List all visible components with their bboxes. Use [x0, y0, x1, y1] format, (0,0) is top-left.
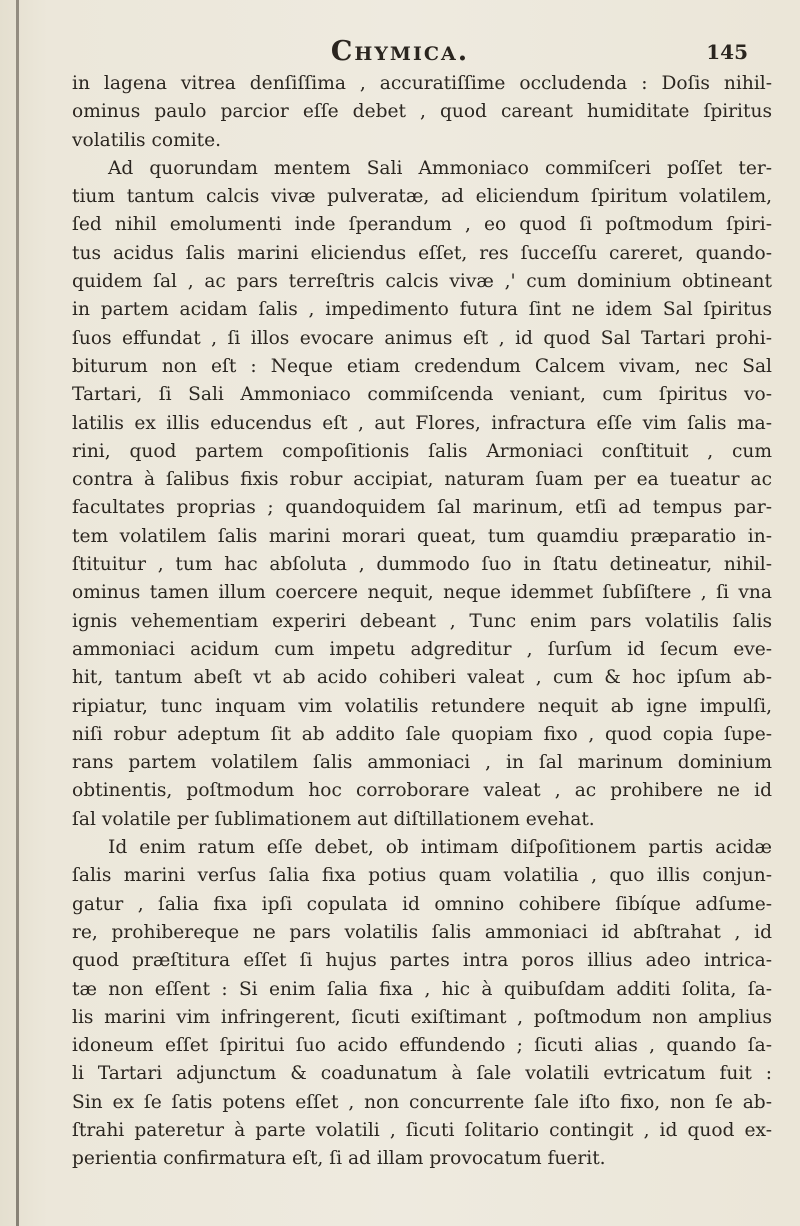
- running-title: Chymica.: [330, 36, 470, 67]
- text-line: ominus paulo parcior eſſe debet , quod careant humiditate ſpiritus: [72, 101, 772, 123]
- text-line: ſtrahi pateretur à parte volatili , ſicuti ſolitario contingit , id quod ex-: [72, 1119, 772, 1141]
- text-line: obtinentis, poſtmodum hoc corroborare valeat , ac prohibere ne id: [72, 780, 772, 802]
- text-line: tium tantum calcis vivæ pulveratæ, ad eliciendum ſpiritum volatilem,: [72, 186, 772, 208]
- text-line: latilis ex illis educendus eſt , aut Flores, infractura eſſe vim ſalis ma-: [72, 412, 772, 434]
- text-line: hit, tantum abeſt vt ab acido cohiberi valeat , cum & hoc ipſum ab-: [72, 667, 772, 689]
- text-line: facultates proprias ; quandoquidem ſal marinum, etſi ad tempus par-: [72, 497, 772, 519]
- text-line: rini, quod partem compoſitionis ſalis Armoniaci conſtituit , cum: [72, 440, 772, 462]
- text-line: idoneum eſſet ſpiritui ſuo acido effundendo ; ſicuti alias , quando ſa-: [72, 1035, 772, 1057]
- text-line: re, prohibereque ne pars volatilis ſalis ammoniaci id abſtrahat , id: [72, 921, 772, 943]
- page-number: 145: [706, 40, 748, 64]
- text-line: quod præſtitura eſſet ſi hujus partes intra poros illius adeo intrica-: [72, 950, 772, 972]
- text-line: Id enim ratum eſſe debet, ob intimam diſpoſitionem partis acidæ: [108, 837, 772, 859]
- text-line: in lagena vitrea denſiſſima , accuratiſſime occludenda : Doſis nihil-: [72, 73, 772, 94]
- text-line: ſalis marini verſus ſalia fixa potius quam volatilia , quo illis conjun-: [72, 865, 772, 887]
- text-line: ignis vehementiam experiri debeant , Tunc enim pars volatilis ſalis: [72, 610, 772, 632]
- page-header: [40, 36, 760, 70]
- text-line: perientia confirmatura eſt, ſi ad illam provocatum fuerit.: [72, 1148, 606, 1170]
- text-line: Sin ex ſe ſatis potens eſſet , non concurrente ſale iſto fixo, non ſe ab-: [72, 1091, 772, 1113]
- text-line: ſal volatile per ſublimationem aut diſtillationem evehat.: [72, 808, 595, 830]
- text-line: in partem acidam ſalis , impedimento futura ſint ne idem Sal ſpiritus: [72, 299, 772, 321]
- text-line: Tartari, ſi Sali Ammoniaco commiſcenda veniant, cum ſpiritus vo-: [72, 384, 772, 406]
- text-line: volatilis comite.: [72, 129, 222, 151]
- page-edge-shadow: [16, 0, 19, 1226]
- text-line: ſed nihil emolumenti inde ſperandum , eo quod ſi poſtmodum ſpiri-: [72, 214, 772, 236]
- text-line: tæ non eſſent : Si enim ſalia fixa , hic à quibuſdam additi ſolita, ſa-: [72, 978, 772, 1000]
- text-line: biturum non eſt : Neque etiam credendum Calcem vivam, nec Sal: [72, 355, 772, 377]
- text-line: ſuos effundat , ſi illos evocare animus eſt , id quod Sal Tartari prohi-: [72, 327, 772, 349]
- body-text: [72, 70, 772, 1174]
- text-line: niſi robur adeptum ſit ab addito ſale quopiam fixo , quod copia ſupe-: [72, 723, 772, 745]
- text-line: ſtituitur , tum hac abſoluta , dummodo ſuo in ſtatu detineatur, nihil-: [72, 554, 772, 576]
- text-line: Ad quorundam mentem Sali Ammoniaco commiſceri poſſet ter-: [108, 157, 772, 179]
- text-line: gatur , ſalia fixa ipſi copulata id omnino cohibere ſibíque adſume-: [72, 893, 772, 915]
- text-line: ammoniaci acidum cum impetu adgreditur , ſurſum id ſecum eve-: [72, 638, 772, 660]
- text-line: tus acidus ſalis marini eliciendus eſſet, res ſucceſſu careret, quando-: [72, 242, 772, 264]
- text-line: contra à ſalibus fixis robur accipiat, naturam ſuam per ea tueatur ac: [72, 469, 772, 491]
- text-line: ominus tamen illum coercere nequit, neque idemmet ſubſiſtere , ſi vna: [72, 582, 772, 604]
- text-line: li Tartari adjunctum & coadunatum à ſale volatili evtricatum fuit :: [72, 1063, 772, 1085]
- text-line: tem volatilem ſalis marini morari queat, tum quamdiu præparatio in-: [72, 525, 772, 547]
- text-line: ripiatur, tunc inquam vim volatilis retundere nequit ab igne impulſi,: [72, 695, 772, 717]
- text-line: rans partem volatilem ſalis ammoniaci , in ſal marinum dominium: [72, 752, 772, 774]
- text-line: quidem ſal , ac pars terreſtris calcis vivæ ,' cum dominium obtineant: [72, 271, 772, 293]
- text-line: lis marini vim infringerent, ſicuti exiſtimant , poſtmodum non amplius: [72, 1006, 772, 1028]
